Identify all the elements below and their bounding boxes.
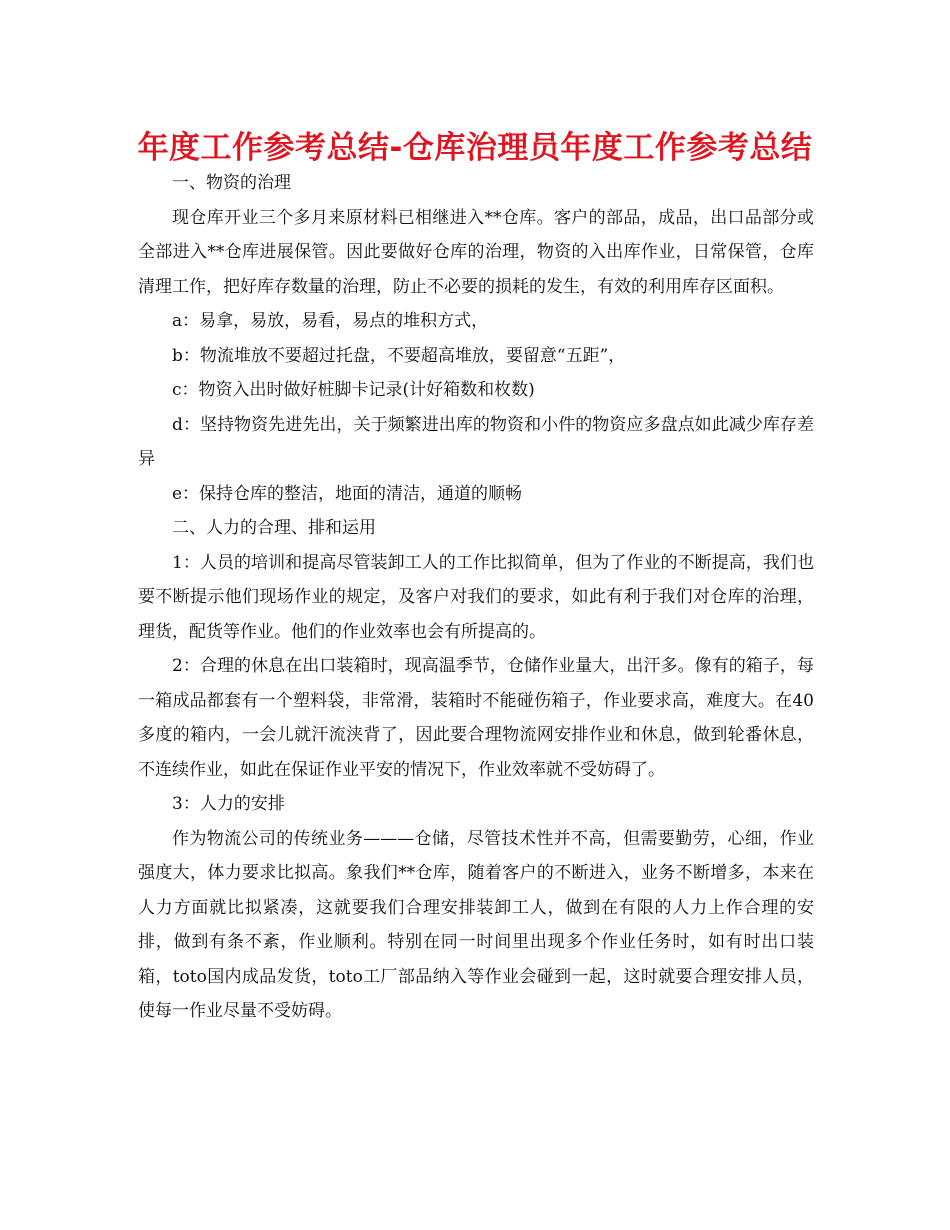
section-heading: 一、物资的治理 [172,173,291,193]
document-title: 年度工作参考总结-仓库治理员年度工作参考总结 [137,130,813,166]
section-heading: 二、人力的合理、排和运用 [172,518,376,538]
list-item: d：坚持物资先进先出，关于频繁进出库的物资和小件的物资应多盘点如此减少库存差异 [138,414,814,469]
subsection-heading: 3：人力的安排 [172,794,285,814]
paragraph: 1：人员的培训和提高尽管装卸工人的工作比拟简单，但为了作业的不断提高，我们也要不断提示他们现场作业的规定，及客户对我们的要求，如此有利于我们对仓库的治理，理货，配货等作业。他们的作业效率也会有所提高的。 [138,552,814,642]
paragraph: 作为物流公司的传统业务———仓储，尽管技术性并不高，但需要勤劳，心细，作业强度大，体力要求比拟高。象我们**仓库，随着客户的不断进入，业务不断增多，本来在人力方面就比拟紧凑，这就要我们合理安排装卸工人，做到在有限的人力上作合理的安排，做到有条不紊，作业顺利。特别在同一时间里出现多个作业任务时，如有时出口装箱，toto国内成品发货，toto工厂部品纳入等作业会碰到一起，这时就要合理安排人员，使每一作业尽量不受妨碍。 [138,828,814,1021]
list-item: b：物流堆放不要超过托盘，不要超高堆放，要留意“五距”， [172,345,626,366]
document-body [138,166,814,1029]
list-item: c：物资入出时做好桩脚卡记录(计好箱数和枚数) [172,380,535,400]
list-item: a：易拿，易放，易看，易点的堆积方式， [172,311,489,331]
paragraph: 现仓库开业三个多月来原材料已相继进入**仓库。客户的部品，成品，出口品部分或全部进入**仓库进展保管。因此要做好仓库的治理，物资的入出库作业，日常保管，仓库清理工作，把好库存数量的治理，防止不必要的损耗的发生，有效的利用库存区面积。 [138,207,814,297]
paragraph: 2：合理的休息在出口装箱时，现高温季节，仓储作业量大，出汗多。像有的箱子，每一箱成品都套有一个塑料袋，非常滑，装箱时不能碰伤箱子，作业要求高，难度大。在40多度的箱内，一会儿就汗流浃背了，因此要合理物流网安排作业和休息，做到轮番休息，不连续作业，如此在保证作业平安的情况下，作业效率就不受妨碍了。 [138,656,814,780]
list-item: e：保持仓库的整洁，地面的清洁，通道的顺畅 [172,483,523,504]
